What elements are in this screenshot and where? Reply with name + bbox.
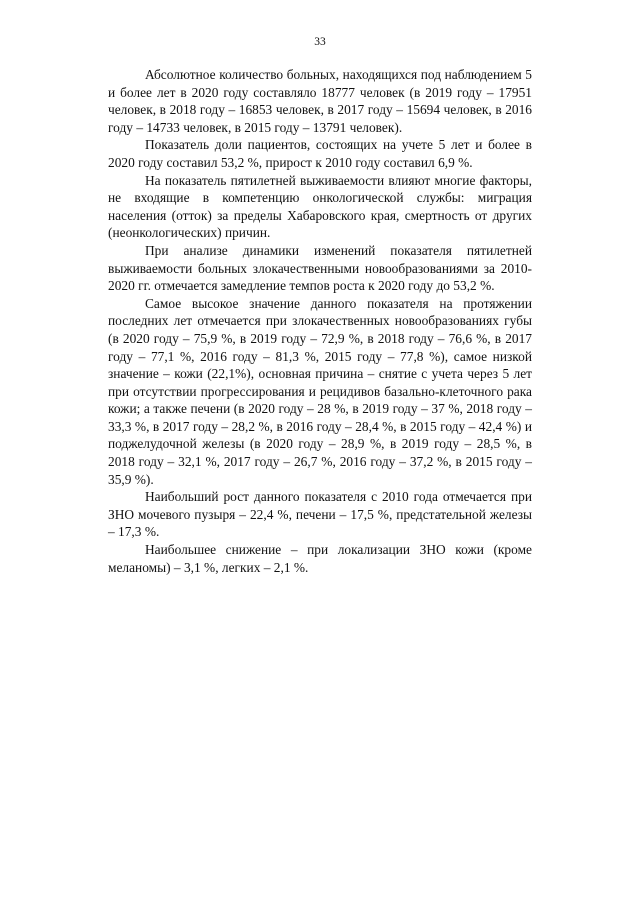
paragraph-survival-dynamics: При анализе динамики изменений показателя пятилетней выживаемости больных злокачественными новообразованиями за 2010-2020 гг. отмечается замедление темпов роста к 2020 году до 53,2 %. [108,242,532,294]
paragraph-patient-count: Абсолютное количество больных, находящихся под наблюдением 5 и более лет в 2020 году составляло 18777 человек (в 2019 году – 17951 человек, в 2018 году – 16853 человек, в 2017 году – 15694 человек, в 2016 году – 14733 человек, в 2015 году – 13791 человек). [108,67,532,135]
paragraph-patient-share: Показатель доли пациентов, состоящих на учете 5 лет и более в 2020 году составил 53,2 %, прирост к 2010 году составил 6,9 %. [108,137,532,170]
paragraph-survival-factors: На показатель пятилетней выживаемости влияют многие факторы, не входящие в компетенцию онкологической службы: миграция населения (отток) за пределы Хабаровского края, смертность от других (неонкологических) причин. [108,172,532,241]
paragraph-largest-decline: Наибольшее снижение – при локализации ЗНО кожи (кроме меланомы) – 3,1 %, легких – 2,1 %. [108,542,532,575]
paragraph-highest-lowest-values: Самое высокое значение данного показателя на протяжении последних лет отмечается при злокачественных новообразованиях губы (в 2020 году – 75,9 %, в 2019 году – 72,9 %, в 2018 году – 76,6 %, в 2017 году – 77,1 %, 2016 году – 81,3 %, 2015 году – 77,8 %), самое низкой значение – кожи (22,1%), основная причина – снятие с учета через 5 лет при отсутствии прогрессирования и рецидивов базально-клеточного рака кожи; а также печени (в 2020 году – 28 %, в 2019 году – 37 %, 2018 году – 33,3 %, в 2017 году – 28,2 %, в 2016 году – 28,4 %, в 2015 году – 42,4 %) и поджелудочной железы (в 2020 году – 28,9 %, в 2019 году – 28,5 %, в 2018 году – 32,1 %, 2017 году – 26,7 %, 2016 году – 37,2 %, в 2015 году – 35,9 %). [108,295,532,487]
page-number: 33 [314,36,326,48]
document-body [108,66,532,576]
paragraph-largest-growth: Наибольший рост данного показателя с 2010 года отмечается при ЗНО мочевого пузыря – 22,4 %, печени – 17,5 %, предстательной железы – 17,3 %. [108,489,532,540]
